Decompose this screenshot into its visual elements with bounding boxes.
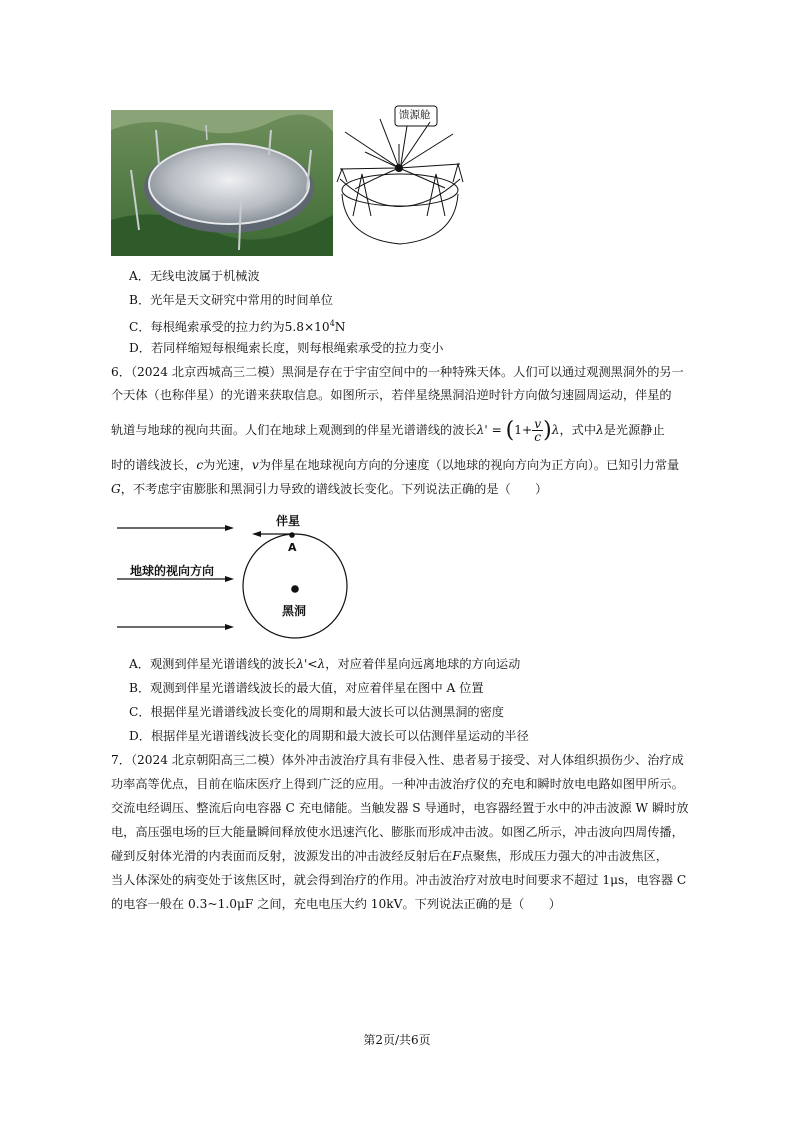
q7-stem-line6: 当人体深处的病变处于该焦区时，就会得到治疗的作用。冲击波治疗对放电时间要求不超过 1μs，电容器 C [111,873,687,887]
q7-stem-line4: 电，高压强电场的巨大能量瞬间释放使水迅速汽化、膨胀而形成冲击波。如图乙所示，冲击波向四周传播， [111,825,684,839]
q7-stem-line2: 功率高等优点，目前在临床医疗上得到广泛的应用。一种冲击波治疗仪的充电和瞬时放电电路如图甲所示。 [111,777,684,791]
q6-stem-line4: 时的谱线波长，c为光速，v为伴星在地球视向方向的分速度（以地球的视向方向为正方向）。已知引力常量 [111,458,680,472]
page-footer: 第2页/共6页 [363,1033,431,1047]
q5-option-c: C．每根绳索承受的拉力约为$5.8\times 10^4N$ [129,319,346,335]
telescope-photo [111,110,333,256]
q7-stem-line1: 7．（2024 北京朝阳高三二模）体外冲击波治疗具有非侵入性、患者易于接受、对人体组织损伤少、治疗成 [111,753,684,767]
black-hole-label: 黑洞 [282,604,307,618]
q6-stem-line1: 6．（2024 北京西城高三二模）黑洞是存在于宇宙空间中的一种特殊天体。人们可以通过观测黑洞外的另一 [111,365,684,379]
q7-stem-line3: 交流电经调压、整流后向电容器 C 充电储能。当触发器 S 导通时，电容器经置于水中的冲击波源 W 瞬时放 [111,801,689,815]
q6-stem-line3: 轨道与地球的视向共面。人们在地球上观测到的伴星光谱谱线的波长λ' = (1+ $\frac{v}{c}$ )λ，式中λ是光源静止 [111,417,665,444]
q6-option-b: B．观测到伴星光谱谱线波长的最大值，对应着伴星在图中 A 位置 [129,681,484,695]
q5-option-b: B．光年是天文研究中常用的时间单位 [129,293,333,307]
q6-option-d: D．根据伴星光谱谱线波长变化的周期和最大波长可以估测伴星运动的半径 [129,729,529,743]
feed-cabin-label: 馈源舱 [399,109,431,121]
q5-option-d: D．若同样缩短每根绳索长度，则每根绳索承受的拉力变小 [129,341,444,355]
q5-option-a: A．无线电波属于机械波 [129,269,260,283]
formula-lhs: λ' = [476,423,502,437]
feed-cabin-diagram [335,104,465,254]
q6-option-a: A．观测到伴星光谱谱线的波长λ'<λ，对应着伴星向远离地球的方向运动 [129,657,521,671]
earth-line-of-sight-label: 地球的视向方向 [130,564,215,578]
point-a-label: A [288,541,297,554]
q7-stem-line7: 的电容一般在 0.3~1.0μF 之间，充电电压大约 10kV。下列说法正确的是（ ） [111,897,561,911]
black-hole-diagram [112,510,352,640]
q6-stem-line2: 个天体（也称伴星）的光谱来获取信息。如图所示，若伴星绕黑洞沿逆时针方向做匀速圆周运动，伴星的 [111,388,672,402]
companion-star-label: 伴星 [276,514,301,528]
q7-stem-line5: 碰到反射体光滑的内表面而反射，波源发出的冲击波经反射后在F点聚焦，形成压力强大的冲击波焦区， [111,849,668,863]
q6-option-c: C．根据伴星光谱谱线波长变化的周期和最大波长可以估测黑洞的密度 [129,705,504,719]
q6-stem-line5: G，不考虑宇宙膨胀和黑洞引力导致的谱线波长变化。下列说法正确的是（ ） [111,482,548,496]
